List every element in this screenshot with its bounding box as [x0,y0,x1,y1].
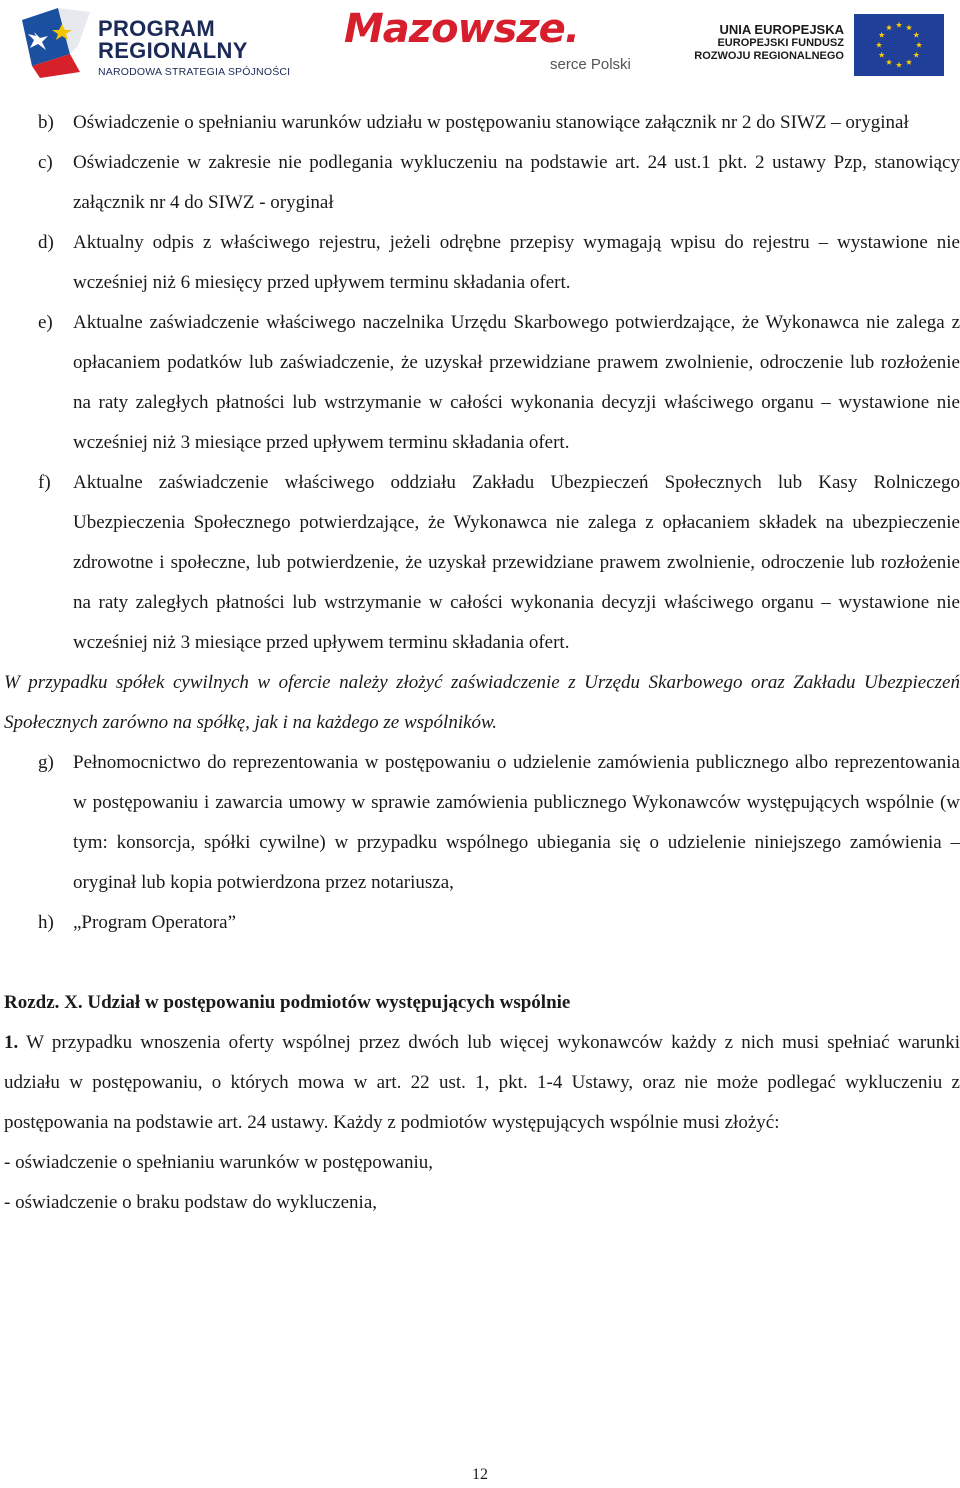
dash-item: - oświadczenie o braku podstaw do wykluczenia, [4,1192,378,1213]
eu-fund-line1: EUROPEJSKI FUNDUSZ [717,37,844,49]
program-regionalny-flag-icon [18,6,98,78]
section-heading: Rozdz. X. Udział w postępowaniu podmiotów występujących wspólnie [4,992,571,1013]
italic-note: W przypadku spółek cywilnych w ofercie należy złożyć zaświadczenie z Urzędu Skarbowego oraz Zakładu Ubezpieczeń Społecznych zarówno na spółkę, jak i na każdego ze wspólników. [4,672,960,733]
mazowsze-subtitle: serce Polski [550,56,631,73]
mazowsze-wordmark: Mazowsze. [344,6,579,52]
list-item [0,143,960,223]
eu-fund-line2: ROZWOJU REGIONALNEGO [694,50,844,62]
list-marker: f) [38,472,51,493]
list-item [0,743,960,903]
list-item-text: Aktualne zaświadczenie właściwego naczelnika Urzędu Skarbowego potwierdzające, że Wykonawca nie zalega z opłacaniem podatków lub zaświadczenie, że uzyskał przewidziane prawem zwolnienie, odroczenie lub rozłożenie na raty zaległych płatności lub wstrzymanie w całości wykonania decyzji właściwego organu – wystawione nie wcześniej niż 3 miesiące przed upływem terminu składania ofert. [73,312,960,453]
paragraph-number: 1. [4,1032,19,1053]
eu-logo [692,14,944,76]
paragraph-text: W przypadku wnoszenia oferty wspólnej przez dwóch lub więcej wykonawców każdy z nich musi spełniać warunki udziału w postępowaniu, o których mowa w art. 22 ust. 1, pkt. 1-4 Ustawy, oraz nie może podlegać wykluczeniu z postępowania na podstawie art. 24 ustawy. Każdy z podmiotów występujących wspólnie musi złożyć: [4,1032,960,1133]
list-item-text: Aktualne zaświadczenie właściwego oddziału Zakładu Ubezpieczeń Społecznych lub Kasy Rolniczego Ubezpieczenia Społecznego potwierdzające, że Wykonawca nie zalega z opłacaniem składek na ubezpieczenie zdrowotne i społeczne, lub potwierdzenie, że uzyskał przewidziane prawem zwolnienie, odroczenie lub rozłożenie na raty zaległych płatności lub wstrzymanie w całości wykonania decyzji właściwego organu – wystawione nie wcześniej niż 3 miesiące przed upływem terminu składania ofert. [73,472,960,653]
list-item [0,303,960,463]
list-marker: b) [38,112,54,133]
program-regionalny-logo [18,6,308,78]
dash-item: - oświadczenie o spełnianiu warunków w postępowaniu, [4,1152,433,1173]
page-number: 12 [472,1466,488,1483]
list-item [0,223,960,303]
list-item [0,903,960,943]
list-item-text: „Program Operatora” [73,912,237,933]
list-item-text: Oświadczenie o spełnianiu warunków udziału w postępowaniu stanowiące załącznik nr 2 do SIWZ – oryginał [73,112,909,133]
list-item-text: Pełnomocnictwo do reprezentowania w postępowaniu o udzielenie zamówienia publicznego albo reprezentowania w postępowaniu i zawarcia umowy w sprawie zamówienia publicznego Wykonawców występujących wspólnie (w tym: konsorcja, spółki cywilne) w przypadku wspólnego ubiegania się o udzielenie niniejszego zamówienia – oryginał lub kopia potwierdzona przez notariusza, [73,752,960,893]
mazowsze-logo [344,6,644,76]
list-marker: d) [38,232,54,253]
list-item [0,103,960,143]
program-regionalny-line1: PROGRAM [98,16,215,41]
list-marker: e) [38,312,53,333]
page-header [0,0,960,82]
section-paragraph [0,1023,960,1143]
eu-flag-icon [854,14,944,76]
eu-title: UNIA EUROPEJSKA [719,22,844,37]
spacer [0,943,960,983]
program-regionalny-line2: REGIONALNY [98,38,248,63]
list-item-text: Aktualny odpis z właściwego rejestru, jeżeli odrębne przepisy wymagają wpisu do rejestru – wystawione nie wcześniej niż 6 miesięcy przed upływem terminu składania ofert. [73,232,960,293]
list-marker: h) [38,912,54,933]
list-item-text: Oświadczenie w zakresie nie podlegania wykluczeniu na podstawie art. 24 ust.1 pkt. 2 ustawy Pzp, stanowiący załącznik nr 4 do SIWZ - oryginał [73,152,960,213]
list-marker: c) [38,152,53,173]
document-body [0,103,960,1223]
list-marker: g) [38,752,54,773]
program-regionalny-subtitle: NARODOWA STRATEGIA SPÓJNOŚCI [98,66,291,78]
list-item [0,463,960,663]
